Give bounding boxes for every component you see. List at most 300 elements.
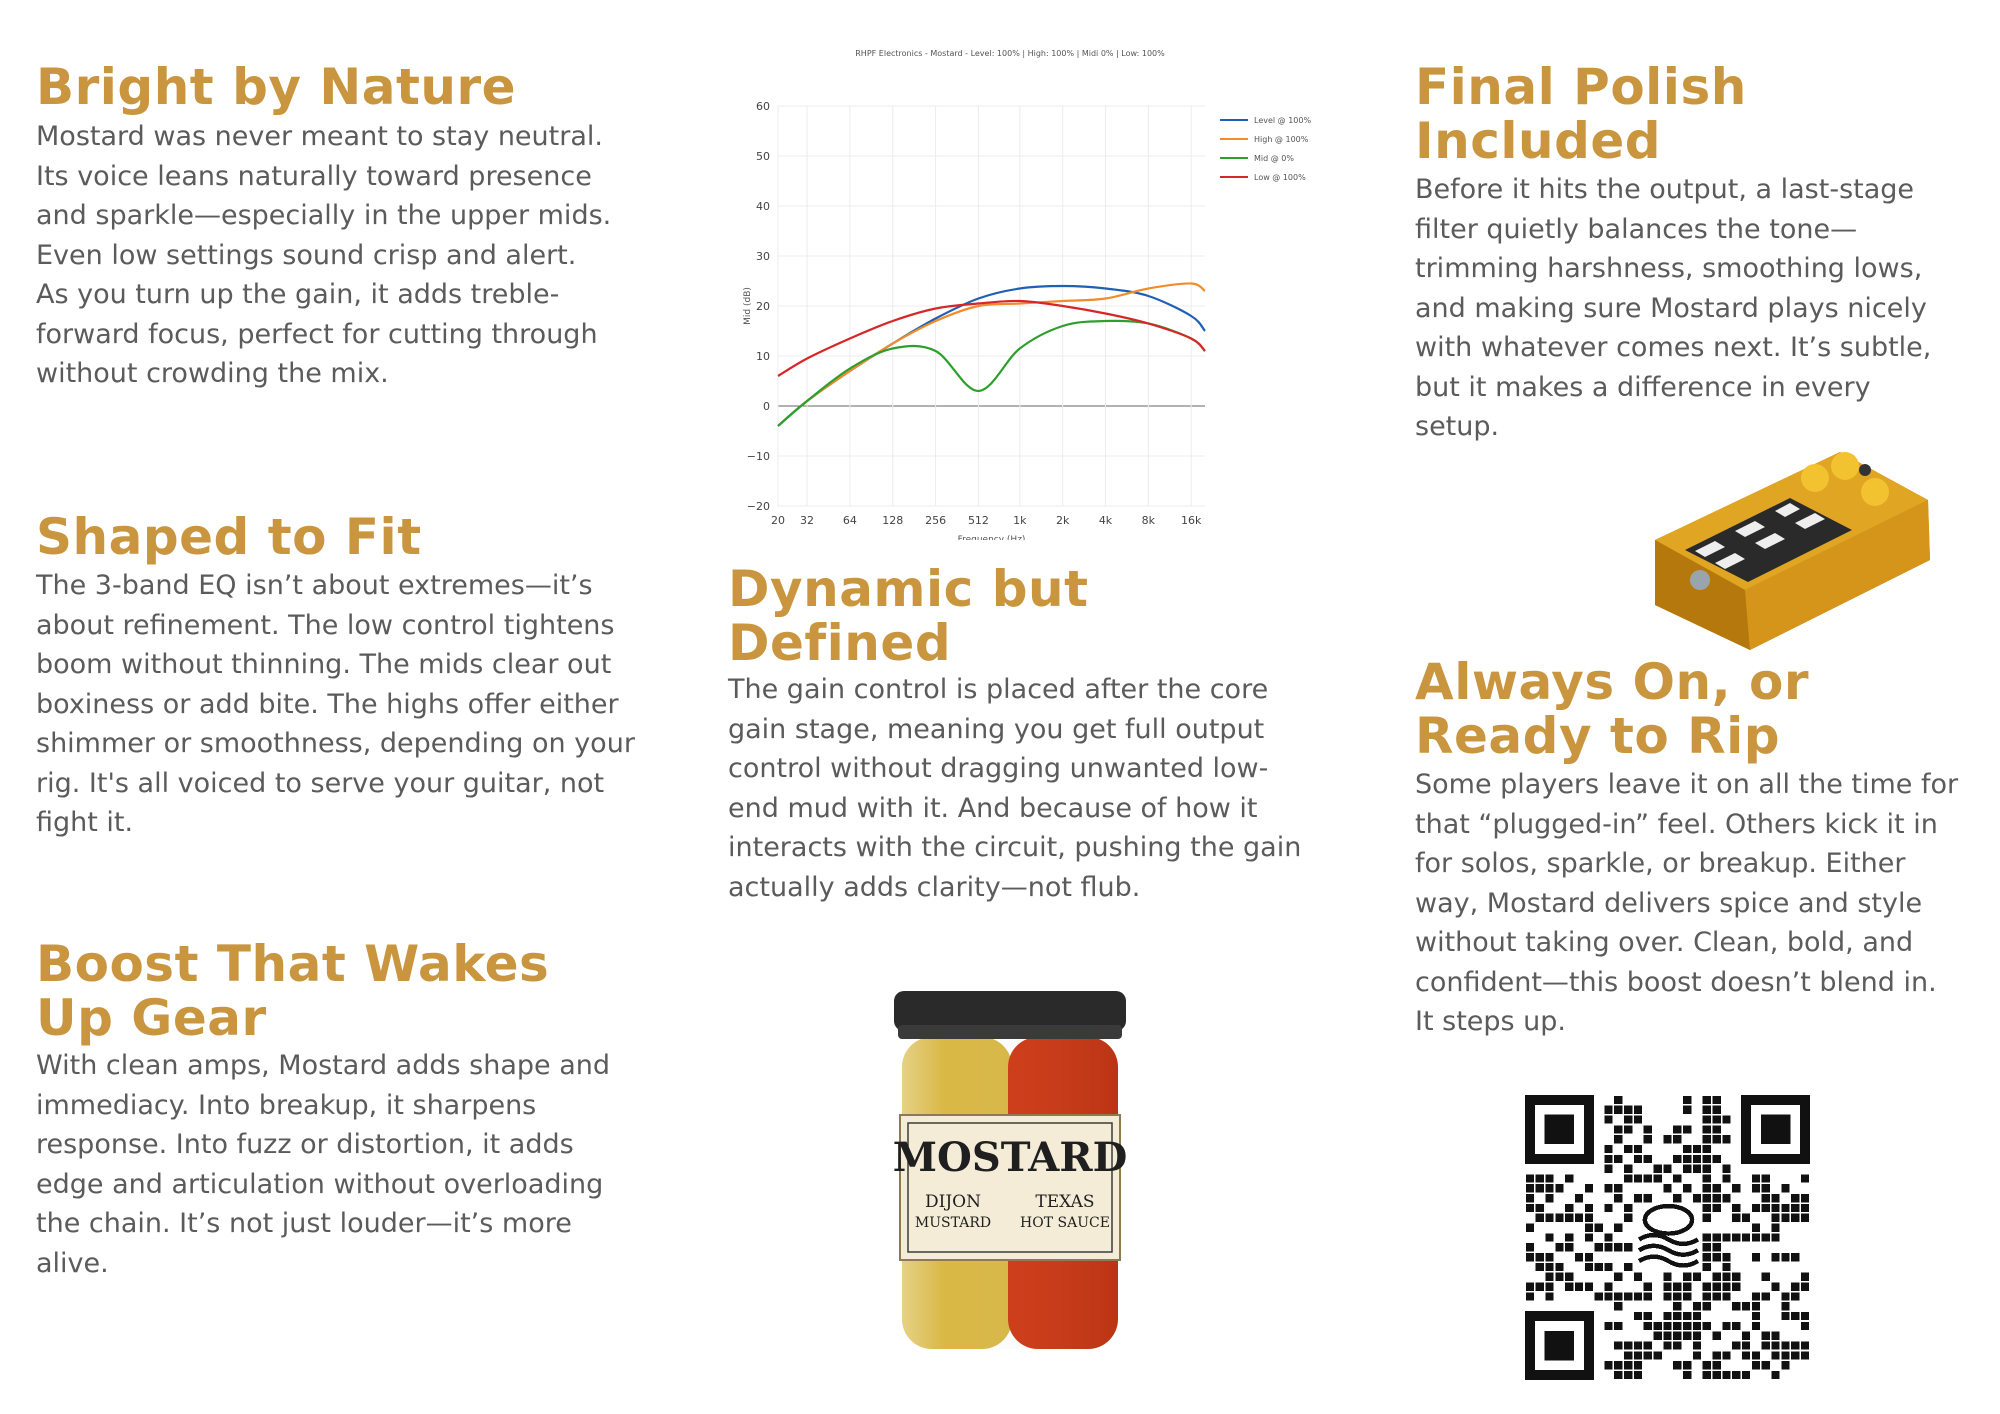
qr-module [1713,1135,1721,1143]
qr-module [1742,1351,1750,1359]
qr-module [1604,1263,1612,1271]
qr-module [1703,1204,1711,1212]
qr-module [1742,1214,1750,1222]
qr-module [1673,1332,1681,1340]
qr-module [1604,1322,1612,1330]
qr-module [1604,1106,1612,1114]
qr-module [1634,1273,1642,1281]
qr-module [1693,1155,1701,1163]
qr-module [1663,1273,1671,1281]
qr-module [1624,1106,1632,1114]
qr-module [1703,1371,1711,1379]
qr-module [1536,1263,1544,1271]
qr-module [1722,1253,1730,1261]
qr-module [1713,1096,1721,1104]
series-line [778,301,1205,376]
qr-module [1781,1312,1789,1320]
qr-module [1791,1253,1799,1261]
qr-module [1752,1233,1760,1241]
qr-module [1614,1096,1622,1104]
qr-module [1624,1204,1632,1212]
x-tick-label: 4k [1098,514,1113,527]
qr-module [1545,1233,1553,1241]
x-tick-label: 16k [1181,514,1202,527]
qr-module [1781,1184,1789,1192]
qr-module [1624,1165,1632,1173]
qr-module [1713,1125,1721,1133]
qr-module [1732,1371,1740,1379]
qr-module [1555,1263,1563,1271]
legend-label: Mid @ 0% [1254,154,1294,163]
qr-module [1781,1214,1789,1222]
qr-module [1742,1341,1750,1349]
qr-module [1713,1371,1721,1379]
qr-module [1624,1341,1632,1349]
qr-module [1713,1361,1721,1369]
qr-module [1762,1194,1770,1202]
qr-module [1752,1184,1760,1192]
qr-module [1555,1214,1563,1222]
qr-module [1526,1194,1534,1202]
section-body-shaped: The 3-band EQ isn’t about extremes—it’s about refinement. The low control tightens boom without thinning. The mids clear out boxiness or add bite. The highs offer either shimmer or smoothness, depending on your rig. It's all voiced to serve your guitar, not fight it. [36,570,635,838]
qr-module [1565,1214,1573,1222]
qr-module [1614,1273,1622,1281]
qr-module [1791,1341,1799,1349]
qr-module [1575,1214,1583,1222]
y-tick-label: 20 [756,300,770,313]
qr-module [1614,1243,1622,1251]
qr-module [1791,1214,1799,1222]
qr-module [1545,1184,1553,1192]
qr-module [1604,1233,1612,1241]
qr-module [1742,1302,1750,1310]
qr-module [1752,1351,1760,1359]
x-tick-label: 128 [882,514,904,527]
qr-module [1713,1106,1721,1114]
qr-module [1771,1283,1779,1291]
qr-module [1644,1292,1652,1300]
qr-module [1663,1322,1671,1330]
qr-module [1713,1351,1721,1359]
qr-code[interactable] [1525,1095,1810,1380]
pedal-image [1640,430,1940,655]
qr-module [1604,1283,1612,1291]
chart-title: RHPF Electronics - Mostard - Level: 100% | High: 100% | Midi 0% | Low: 100% [855,49,1165,58]
qr-module [1545,1283,1553,1291]
qr-module [1634,1292,1642,1300]
qr-module [1683,1292,1691,1300]
qr-module [1575,1283,1583,1291]
qr-module [1614,1361,1622,1369]
qr-module [1752,1204,1760,1212]
qr-module [1644,1135,1652,1143]
qr-module [1585,1233,1593,1241]
qr-logo-icon [1639,1206,1698,1265]
qr-module [1654,1165,1662,1173]
qr-module [1801,1214,1809,1222]
qr-module [1703,1155,1711,1163]
qr-module [1693,1194,1701,1202]
jar-left-line1: DIJON [925,1192,981,1212]
qr-module [1801,1204,1809,1212]
qr-module [1575,1253,1583,1261]
qr-module [1673,1312,1681,1320]
y-tick-label: −20 [746,500,770,513]
qr-module [1614,1322,1622,1330]
qr-module [1663,1292,1671,1300]
section-title-shaped: Shaped to Fit [36,508,422,566]
qr-module [1526,1292,1534,1300]
qr-module [1683,1361,1691,1369]
qr-module [1536,1184,1544,1192]
y-tick-label: 60 [756,100,770,113]
qr-module [1762,1341,1770,1349]
legend-label: High @ 100% [1254,135,1309,144]
qr-module [1693,1322,1701,1330]
qr-module [1545,1263,1553,1271]
qr-module [1654,1332,1662,1340]
qr-module [1673,1174,1681,1182]
qr-module [1693,1165,1701,1173]
qr-module [1663,1135,1671,1143]
qr-module [1732,1214,1740,1222]
jar-brand: MOSTARD [892,1134,1128,1181]
qr-module [1545,1253,1553,1261]
qr-module [1683,1106,1691,1114]
qr-module [1693,1341,1701,1349]
qr-module [1752,1174,1760,1182]
qr-module [1634,1106,1642,1114]
qr-module [1634,1174,1642,1182]
qr-module [1771,1332,1779,1340]
qr-module [1762,1292,1770,1300]
qr-module [1771,1224,1779,1232]
qr-module [1742,1233,1750,1241]
x-tick-label: 20 [771,514,785,527]
qr-module [1683,1273,1691,1281]
qr-module [1545,1174,1553,1182]
qr-module [1555,1184,1563,1192]
qr-module [1644,1125,1652,1133]
qr-module [1732,1302,1740,1310]
qr-module [1663,1184,1671,1192]
qr-module [1624,1292,1632,1300]
qr-module [1703,1145,1711,1153]
qr-module [1703,1302,1711,1310]
qr-module [1634,1341,1642,1349]
qr-module [1703,1361,1711,1369]
x-tick-label: 64 [842,514,857,527]
qr-module [1781,1351,1789,1359]
qr-module [1683,1322,1691,1330]
qr-module [1713,1155,1721,1163]
qr-module [1624,1145,1632,1153]
section-body-bright: Mostard was never meant to stay neutral. Its voice leans naturally toward presence and sparkle—especially in the upper mids. Even low settings sound crisp and alert. As you turn up the gain, it adds treble-forward focus, perfect for cutting through without crowding the mix. [36,121,612,389]
qr-module [1693,1145,1701,1153]
qr-module [1614,1292,1622,1300]
qr-module [1644,1322,1652,1330]
qr-module [1752,1361,1760,1369]
qr-module [1713,1292,1721,1300]
qr-module [1703,1194,1711,1202]
qr-module [1703,1233,1711,1241]
qr-module [1771,1204,1779,1212]
qr-module [1742,1332,1750,1340]
qr-module [1703,1263,1711,1271]
qr-module [1801,1322,1809,1330]
qr-module [1762,1273,1770,1281]
mostard-jar-image [880,985,1140,1360]
qr-module [1771,1371,1779,1379]
qr-module [1673,1292,1681,1300]
qr-module [1703,1125,1711,1133]
qr-module [1673,1194,1681,1202]
qr-module [1644,1351,1652,1359]
qr-module [1585,1283,1593,1291]
qr-module [1752,1253,1760,1261]
qr-module [1722,1194,1730,1202]
qr-finder-inner [1545,1115,1574,1144]
qr-module [1713,1273,1721,1281]
qr-module [1673,1341,1681,1349]
y-tick-label: 50 [756,150,770,163]
qr-module [1801,1174,1809,1182]
qr-module [1585,1253,1593,1261]
qr-module [1722,1165,1730,1173]
qr-module [1644,1283,1652,1291]
qr-module [1614,1341,1622,1349]
qr-module [1732,1184,1740,1192]
section-body-boost: With clean amps, Mostard adds shape and immediacy. Into breakup, it sharpens response. Into fuzz or distortion, it adds edge and articulation without overloading the chain. It’s not just louder—it’s more alive. [36,1050,610,1279]
qr-module [1732,1341,1740,1349]
series-line [778,283,1205,426]
qr-module [1526,1224,1534,1232]
qr-module [1791,1283,1799,1291]
qr-module [1752,1322,1760,1330]
legend-label: Level @ 100% [1254,116,1312,125]
chart-svg [700,40,1340,540]
qr-module [1683,1145,1691,1153]
qr-module [1752,1292,1760,1300]
qr-module [1555,1273,1563,1281]
qr-module [1762,1361,1770,1369]
series-line [778,321,1205,426]
qr-module [1663,1341,1671,1349]
qr-module [1624,1361,1632,1369]
qr-module [1722,1135,1730,1143]
qr-module [1526,1204,1534,1212]
qr-module [1644,1194,1652,1202]
x-tick-label: 32 [800,514,815,527]
qr-module [1604,1292,1612,1300]
qr-module [1634,1312,1642,1320]
qr-module [1536,1204,1544,1212]
qr-module [1703,1165,1711,1173]
y-axis-label: Mid (dB) [743,287,753,325]
qr-module [1703,1184,1711,1192]
qr-module [1624,1214,1632,1222]
qr-module [1713,1332,1721,1340]
qr-module [1565,1243,1573,1251]
qr-module [1781,1361,1789,1369]
qr-module [1713,1243,1721,1251]
qr-module [1703,1135,1711,1143]
qr-module [1722,1292,1730,1300]
qr-module [1604,1184,1612,1192]
qr-module [1614,1135,1622,1143]
qr-module [1791,1204,1799,1212]
qr-module [1683,1125,1691,1133]
qr-module [1545,1273,1553,1281]
qr-module [1595,1243,1603,1251]
qr-module [1703,1174,1711,1182]
qr-module [1585,1204,1593,1212]
qr-module [1565,1283,1573,1291]
qr-module [1644,1174,1652,1182]
qr-module [1634,1371,1642,1379]
qr-module [1791,1194,1799,1202]
qr-module [1703,1115,1711,1123]
qr-module [1634,1361,1642,1369]
qr-module [1722,1174,1730,1182]
qr-module [1713,1184,1721,1192]
qr-module [1683,1096,1691,1104]
qr-module [1663,1283,1671,1291]
qr-module [1604,1243,1612,1251]
x-axis-label: Frequency (Hz) [957,535,1026,540]
qr-module [1713,1204,1721,1212]
qr-module [1595,1263,1603,1271]
qr-module [1634,1351,1642,1359]
x-tick-label: 2k [1055,514,1070,527]
qr-module [1703,1283,1711,1291]
qr-module [1781,1341,1789,1349]
qr-module [1673,1322,1681,1330]
qr-module [1536,1283,1544,1291]
qr-module [1722,1263,1730,1271]
qr-module [1575,1194,1583,1202]
qr-module [1634,1194,1642,1202]
section-title-bright: Bright by Nature [36,58,517,116]
qr-module [1801,1351,1809,1359]
jar-right-line1: TEXAS [1035,1192,1095,1212]
qr-module [1791,1351,1799,1359]
qr-module [1703,1292,1711,1300]
qr-module [1683,1371,1691,1379]
qr-module [1801,1283,1809,1291]
qr-module [1526,1243,1534,1251]
qr-module [1722,1273,1730,1281]
qr-module [1703,1322,1711,1330]
qr-module [1742,1371,1750,1379]
qr-module [1713,1233,1721,1241]
qr-module [1585,1263,1593,1271]
qr-module [1762,1174,1770,1182]
qr-module [1732,1283,1740,1291]
qr-module [1732,1233,1740,1241]
qr-module [1683,1312,1691,1320]
qr-module [1791,1292,1799,1300]
qr-module [1693,1273,1701,1281]
qr-module [1693,1312,1701,1320]
qr-module [1673,1361,1681,1369]
qr-module [1644,1341,1652,1349]
qr-module [1565,1273,1573,1281]
section-title-always: Always On, or Ready to Rip [1415,653,1809,765]
qr-module [1693,1351,1701,1359]
qr-module [1604,1165,1612,1173]
qr-module [1762,1184,1770,1192]
jar-right-line2: HOT SAUCE [1020,1215,1110,1231]
section-title-dynamic: Dynamic but Defined [728,560,1089,672]
qr-module [1634,1115,1642,1123]
x-tick-label: 256 [925,514,947,527]
qr-module [1614,1184,1622,1192]
qr-module [1663,1332,1671,1340]
section-body-dynamic: The gain control is placed after the core gain stage, meaning you get full output control without dragging unwanted low-end mud with it. And because of how it interacts with the circuit, pushing the gain actually adds clarity—not flub. [728,674,1302,903]
qr-module [1526,1253,1534,1261]
y-tick-label: −10 [746,450,770,463]
qr-module [1526,1283,1534,1291]
qr-module [1614,1106,1622,1114]
qr-module [1673,1155,1681,1163]
y-tick-label: 40 [756,200,770,213]
qr-module [1722,1371,1730,1379]
qr-module [1555,1243,1563,1251]
legend-label: Low @ 100% [1254,173,1306,182]
qr-module [1762,1332,1770,1340]
qr-module [1732,1273,1740,1281]
qr-module [1703,1096,1711,1104]
qr-module [1654,1174,1662,1182]
qr-module [1732,1204,1740,1212]
qr-module [1801,1194,1809,1202]
qr-module [1526,1184,1534,1192]
qr-module [1703,1243,1711,1251]
qr-module [1801,1273,1809,1281]
qr-module [1732,1322,1740,1330]
qr-module [1771,1233,1779,1241]
qr-module [1703,1106,1711,1114]
x-tick-label: 1k [1013,514,1027,527]
qr-module [1722,1283,1730,1291]
qr-module [1614,1194,1622,1202]
qr-module [1585,1184,1593,1192]
section-title-boost: Boost That Wakes Up Gear [36,935,550,1047]
qr-module [1565,1233,1573,1241]
qr-module [1771,1253,1779,1261]
qr-module [1644,1312,1652,1320]
qr-module [1624,1174,1632,1182]
qr-module [1683,1332,1691,1340]
eq-response-chart [700,40,1340,540]
qr-module [1791,1312,1799,1320]
qr-module [1536,1253,1544,1261]
qr-module [1771,1341,1779,1349]
jar-left-line2: MUSTARD [914,1215,992,1231]
qr-module [1801,1312,1809,1320]
qr-module [1614,1371,1622,1379]
qr-module [1713,1283,1721,1291]
qr-module [1565,1204,1573,1212]
qr-module [1545,1214,1553,1222]
qr-module [1673,1283,1681,1291]
qr-module [1771,1214,1779,1222]
qr-module [1762,1204,1770,1212]
qr-module [1781,1204,1789,1212]
qr-finder-inner [1545,1331,1574,1360]
qr-module [1781,1253,1789,1261]
